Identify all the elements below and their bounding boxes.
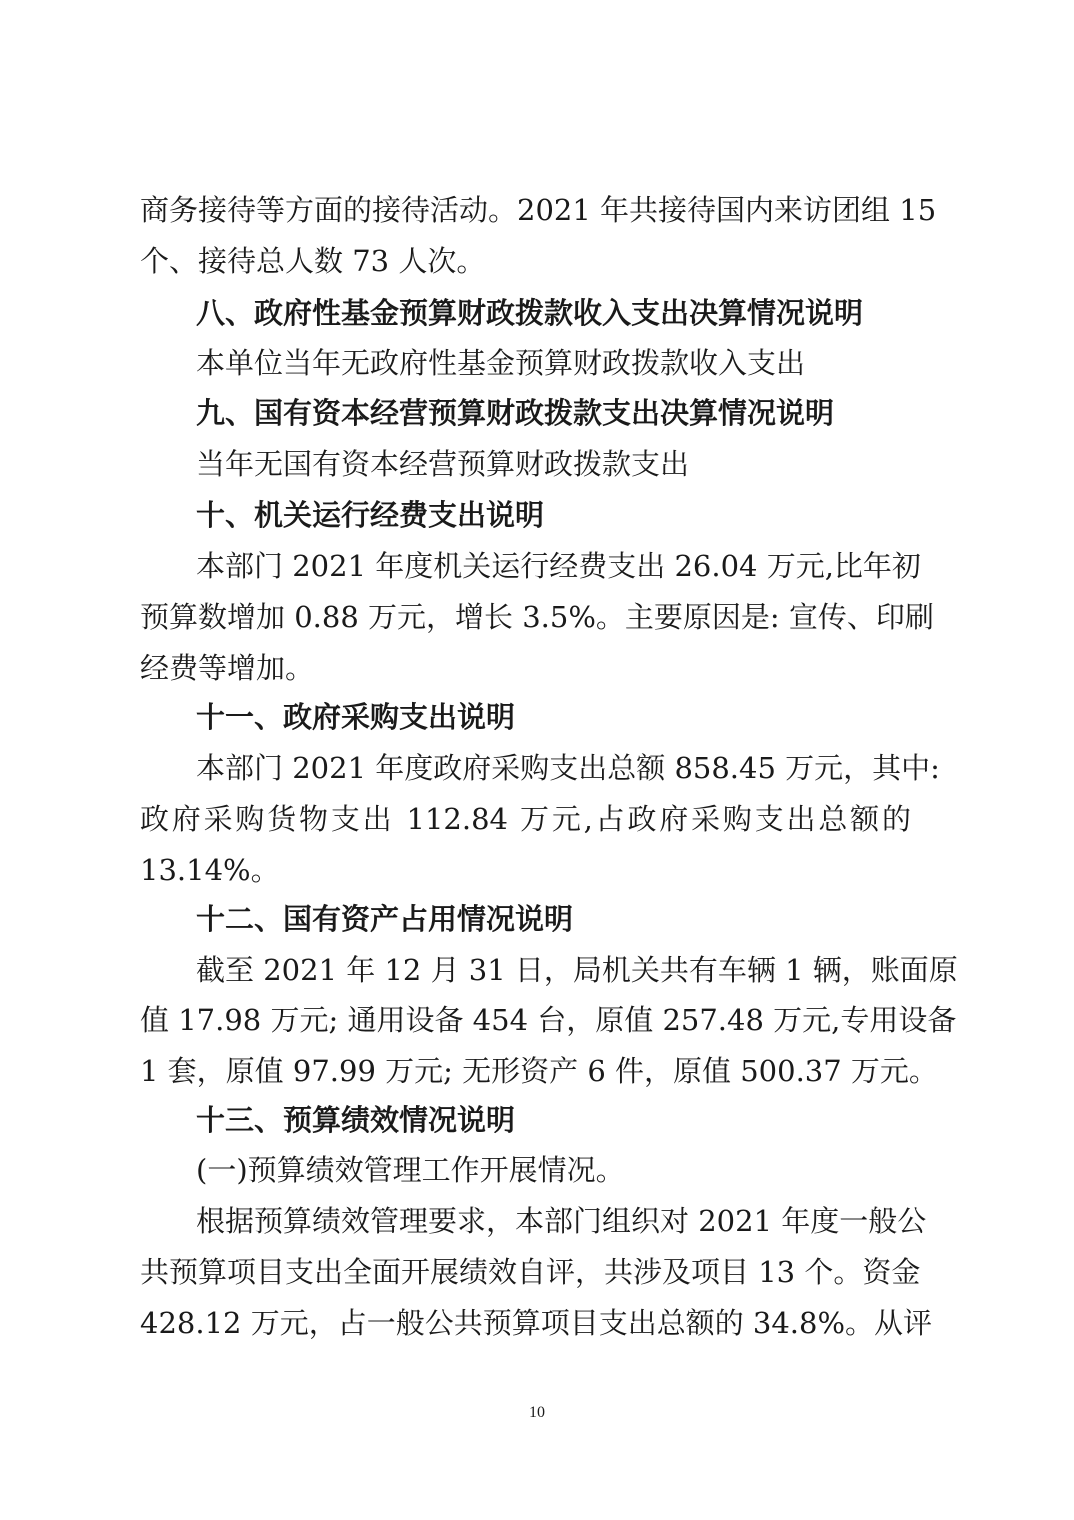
text-line: 1 套，原值 97.99 万元; 无形资产 6 件，原值 500.37 万元。	[140, 1054, 938, 1088]
text-line: 428.12 万元，占一般公共预算项目支出总额的 34.8%。从评	[140, 1306, 933, 1340]
page-number: 10	[529, 1404, 545, 1421]
text-line: 预算数增加 0.88 万元，增长 3.5%。主要原因是: 宣传、印刷	[140, 600, 934, 634]
section-heading: 十一、政府采购支出说明	[196, 700, 516, 734]
text-line: 13.14%。	[140, 853, 280, 887]
text-line: 经费等增加。	[140, 651, 315, 685]
text-line: 当年无国有资本经营预算财政拨款支出	[196, 447, 690, 481]
text-line: 根据预算绩效管理要求，本部门组织对 2021 年度一般公	[196, 1204, 927, 1238]
text-line: 截至 2021 年 12 月 31 日，局机关共有车辆 1 辆，账面原	[196, 953, 958, 987]
section-heading: 八、政府性基金预算财政拨款收入支出决算情况说明	[196, 296, 864, 330]
section-heading: 十、机关运行经费支出说明	[196, 498, 545, 532]
text-line: 共预算项目支出全面开展绩效自评，共涉及项目 13 个。资金	[140, 1255, 921, 1289]
text-line: 政府采购货物支出 112.84 万元,占政府采购支出总额的	[140, 802, 911, 836]
section-heading: 十二、国有资产占用情况说明	[196, 902, 574, 936]
section-heading: 十三、预算绩效情况说明	[196, 1103, 516, 1137]
text-line: 本部门 2021 年度机关运行经费支出 26.04 万元,比年初	[196, 549, 921, 583]
text-line: 本单位当年无政府性基金预算财政拨款收入支出	[196, 346, 806, 380]
text-line: 值 17.98 万元; 通用设备 454 台，原值 257.48 万元,专用设备	[140, 1003, 957, 1037]
text-line: 商务接待等方面的接待活动。2021 年共接待国内来访团组 15	[140, 193, 937, 227]
section-heading: 九、国有资本经营预算财政拨款支出决算情况说明	[196, 396, 835, 430]
subsection-heading: (一)预算绩效管理工作开展情况。	[196, 1153, 625, 1187]
text-line: 个、接待总人数 73 人次。	[140, 244, 486, 278]
text-line: 本部门 2021 年度政府采购支出总额 858.45 万元，其中:	[196, 751, 940, 785]
